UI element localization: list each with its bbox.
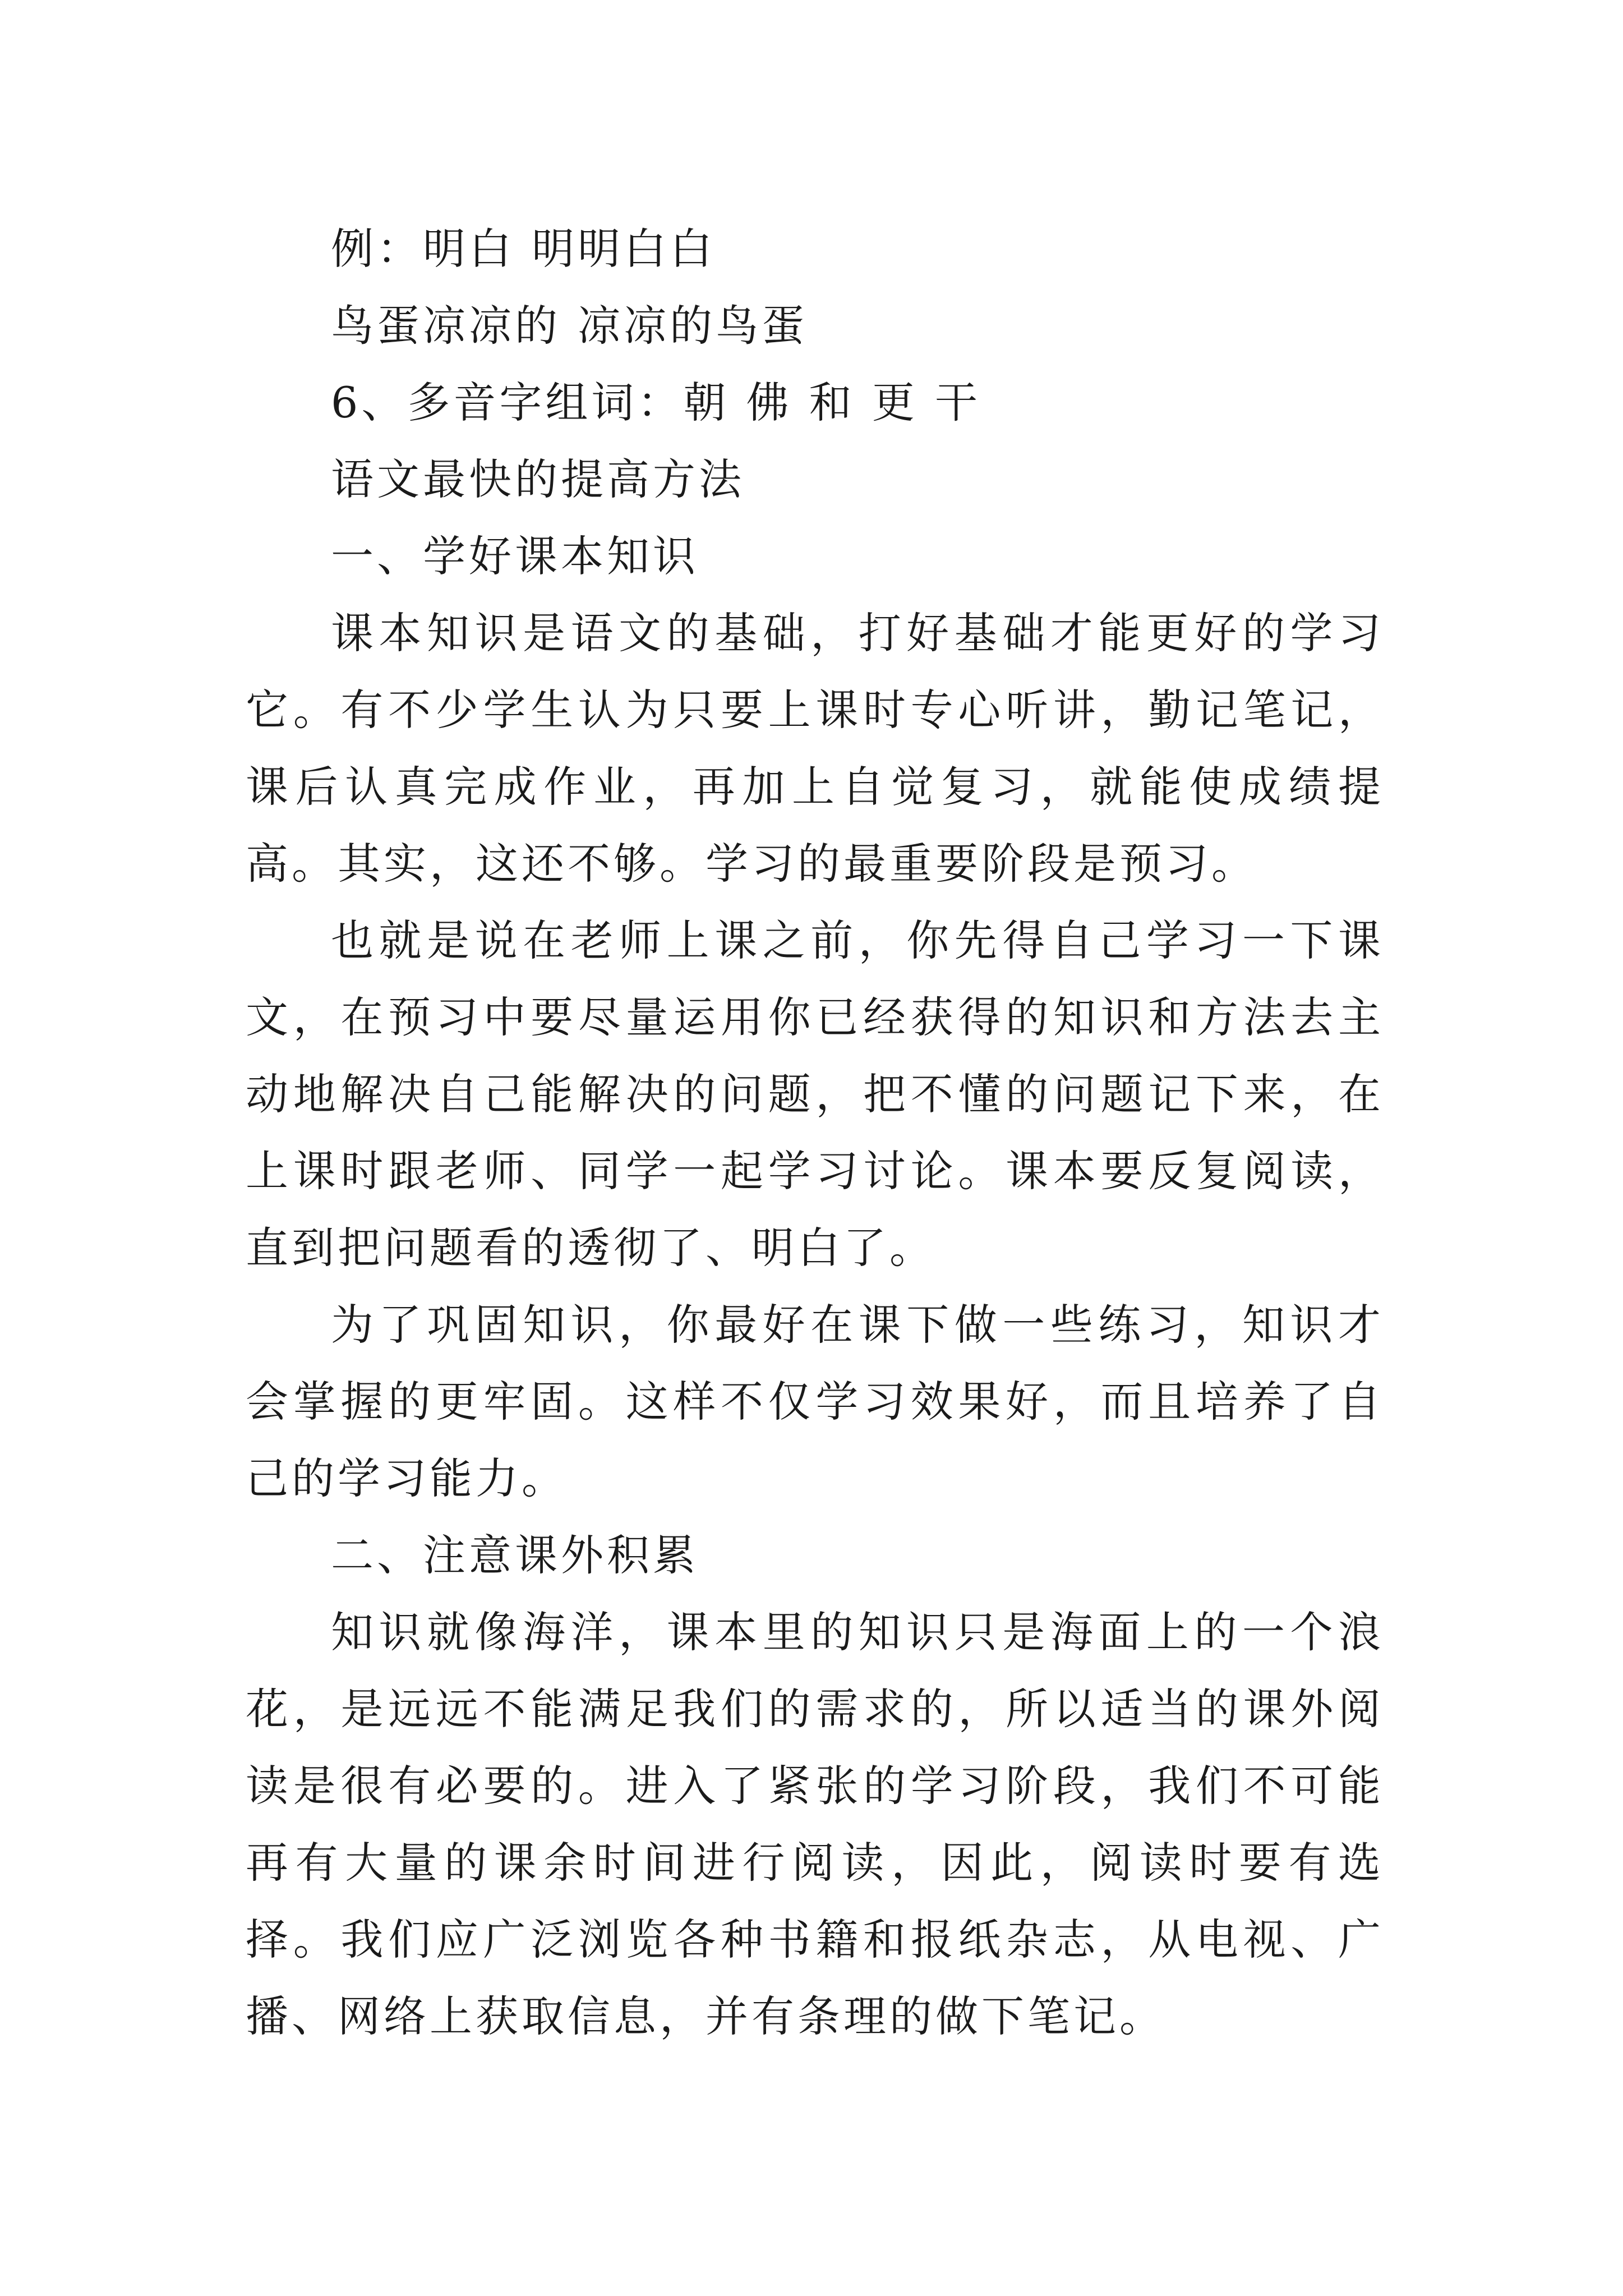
heading-1: 一、学好课本知识 [331, 531, 699, 581]
document-body [246, 210, 1384, 2055]
paragraph-1: 课本知识是语文的基础，打好基础才能更好的学习它。有不少学生认为只要上课时专心听讲，勤记笔记，课后认真完成作业，再加上自觉复习，就能使成绩提高。其实，这还不够。学习的最重要阶段是预习。 [246, 608, 1384, 889]
paragraph-3: 为了巩固知识，你最好在课下做一些练习，知识才会掌握的更牢固。这样不仅学习效果好，而且培养了自己的学习能力。 [246, 1300, 1384, 1503]
section-title: 语文最快的提高方法 [331, 454, 745, 504]
paragraph-2: 也就是说在老师上课之前，你先得自己学习一下课文，在预习中要尽量运用你已经获得的知识和方法去主动地解决自己能解决的问题，把不懂的问题记下来，在上课时跟老师、同学一起学习讨论。课本要反复阅读，直到把问题看的透彻了、明白了。 [246, 915, 1384, 1273]
paragraph-4: 知识就像海洋，课本里的知识只是海面上的一个浪花，是远远不能满足我们的需求的，所以适当的课外阅读是很有必要的。进入了紧张的学习阶段，我们不可能再有大量的课余时间进行阅读，因此，阅读时要有选择。我们应广泛浏览各种书籍和报纸杂志，从电视、广播、网络上获取信息，并有条理的做下笔记。 [246, 1607, 1384, 2041]
heading-2: 二、注意课外积累 [331, 1530, 699, 1580]
example-line-2: 鸟蛋凉凉的 凉凉的鸟蛋 [331, 301, 808, 351]
polyphone-exercise-line: 6、多音字组词：朝 佛 和 更 干 [331, 378, 981, 427]
example-line: 例：明白 明明白白 [331, 224, 716, 274]
